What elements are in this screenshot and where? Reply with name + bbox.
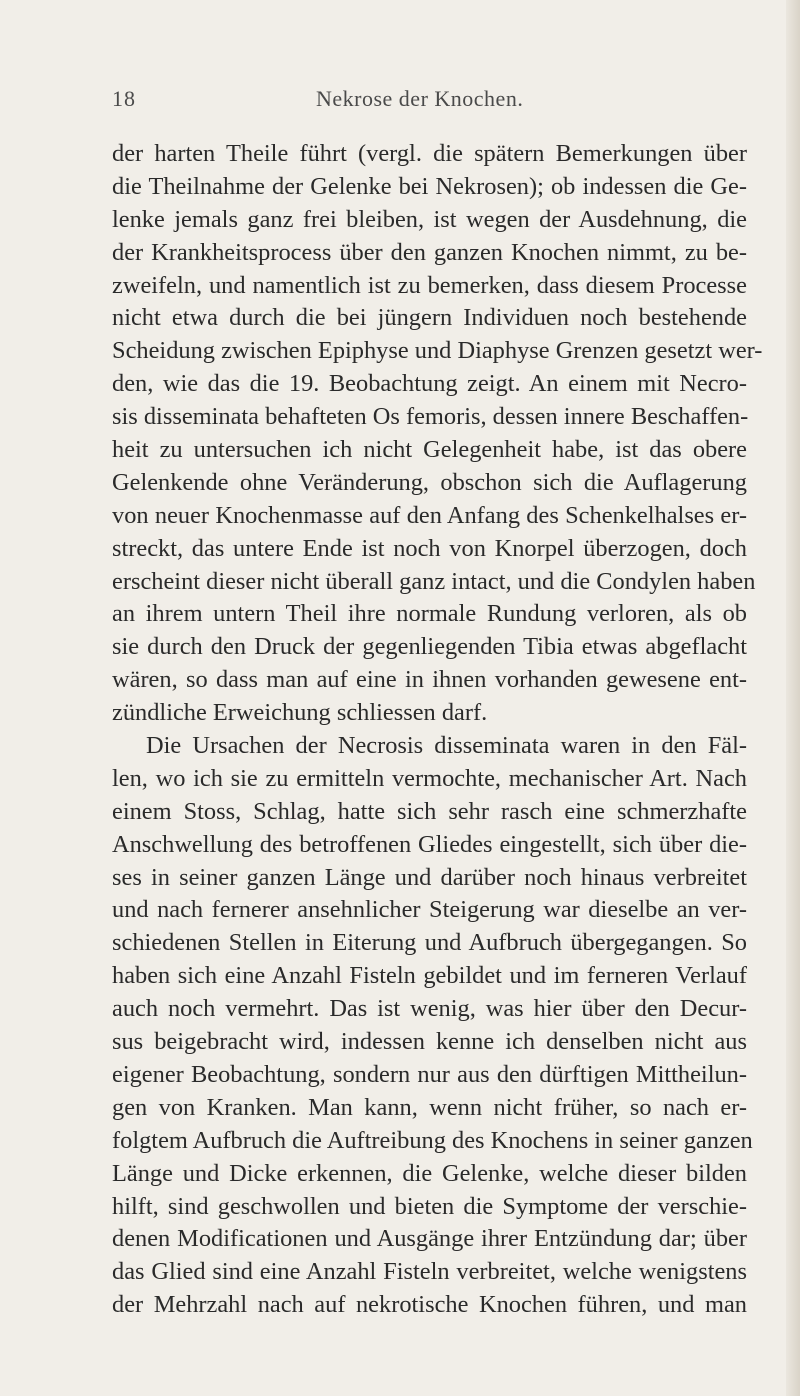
text-line: sis disseminata behafteten Os femoris, dessen innere Beschaffen- — [112, 403, 749, 431]
text-line: len, wo ich sie zu ermitteln vermochte, mechanischer Art. Nach — [112, 764, 747, 792]
text-line: Gelenkende ohne Veränderung, obschon sich die Auflagerung — [112, 468, 747, 496]
text-line: sus beigebracht wird, indessen kenne ich denselben nicht aus — [112, 1028, 747, 1056]
page-header — [0, 86, 800, 120]
text-line: erscheint dieser nicht überall ganz intact, und die Condylen haben — [112, 567, 756, 595]
text-line-paragraph-start: Die Ursachen der Necrosis disseminata waren in den Fäl- — [146, 732, 747, 760]
text-line: wären, so dass man auf eine in ihnen vorhanden gewesene ent- — [112, 666, 747, 694]
text-line: sie durch den Druck der gegenliegenden Tibia etwas abgeflacht — [112, 633, 747, 661]
text-line: folgtem Aufbruch die Auftreibung des Knochens in seiner ganzen — [112, 1126, 753, 1154]
text-line: Scheidung zwischen Epiphyse und Diaphyse Grenzen gesetzt wer- — [112, 337, 763, 365]
text-line: denen Modificationen und Ausgänge ihrer Entzündung dar; über — [112, 1225, 747, 1253]
body-text — [112, 138, 763, 1322]
text-line: eigener Beobachtung, sondern nur aus den dürftigen Mittheilun- — [112, 1060, 747, 1088]
text-line: nicht etwa durch die bei jüngern Individuen noch bestehende — [112, 304, 747, 332]
text-line: das Glied sind eine Anzahl Fisteln verbreitet, welche wenigstens — [112, 1258, 747, 1286]
text-line: lenke jemals ganz frei bleiben, ist wegen der Ausdehnung, die — [112, 205, 747, 233]
text-line: haben sich eine Anzahl Fisteln gebildet und im ferneren Verlauf — [112, 962, 747, 990]
text-line: zweifeln, und namentlich ist zu bemerken, dass diesem Processe — [112, 271, 747, 299]
text-line: Länge und Dicke erkennen, die Gelenke, welche dieser bilden — [112, 1159, 747, 1187]
text-line: einem Stoss, Schlag, hatte sich sehr rasch eine schmerzhafte — [112, 797, 747, 825]
text-line: an ihrem untern Theil ihre normale Rundung verloren, als ob — [112, 600, 747, 628]
text-line: hilft, sind geschwollen und bieten die Symptome der verschie- — [112, 1192, 747, 1220]
text-line: heit zu untersuchen ich nicht Gelegenheit habe, ist das obere — [112, 436, 747, 464]
text-line: der Mehrzahl nach auf nekrotische Knochen führen, und man — [112, 1291, 747, 1319]
text-line: den, wie das die 19. Beobachtung zeigt. An einem mit Necro- — [112, 370, 747, 398]
text-line: der Krankheitsprocess über den ganzen Knochen nimmt, zu be- — [112, 238, 747, 266]
text-line: ses in seiner ganzen Länge und darüber noch hinaus verbreitet — [112, 863, 747, 891]
text-line: auch noch vermehrt. Das ist wenig, was hier über den Decur- — [112, 995, 747, 1023]
text-line: von neuer Knochenmasse auf den Anfang des Schenkelhalses er- — [112, 501, 747, 529]
text-line: die Theilnahme der Gelenke bei Nekrosen); ob indessen die Ge- — [112, 172, 747, 200]
page-number: 18 — [112, 86, 136, 111]
text-line-paragraph-end: zündliche Erweichung schliessen darf. — [112, 699, 488, 727]
text-line: schiedenen Stellen in Eiterung und Aufbruch übergegangen. So — [112, 929, 747, 957]
page-edge-shadow — [786, 0, 800, 1396]
running-title: Nekrose der Knochen. — [316, 86, 524, 111]
text-line: gen von Kranken. Man kann, wenn nicht früher, so nach er- — [112, 1093, 747, 1121]
text-line: streckt, das untere Ende ist noch von Knorpel überzogen, doch — [112, 534, 747, 562]
text-line: und nach fernerer ansehnlicher Steigerung war dieselbe an ver- — [112, 896, 747, 924]
text-line: der harten Theile führt (vergl. die spätern Bemerkungen über — [112, 140, 747, 167]
text-line: Anschwellung des betroffenen Gliedes eingestellt, sich über die- — [112, 830, 747, 858]
